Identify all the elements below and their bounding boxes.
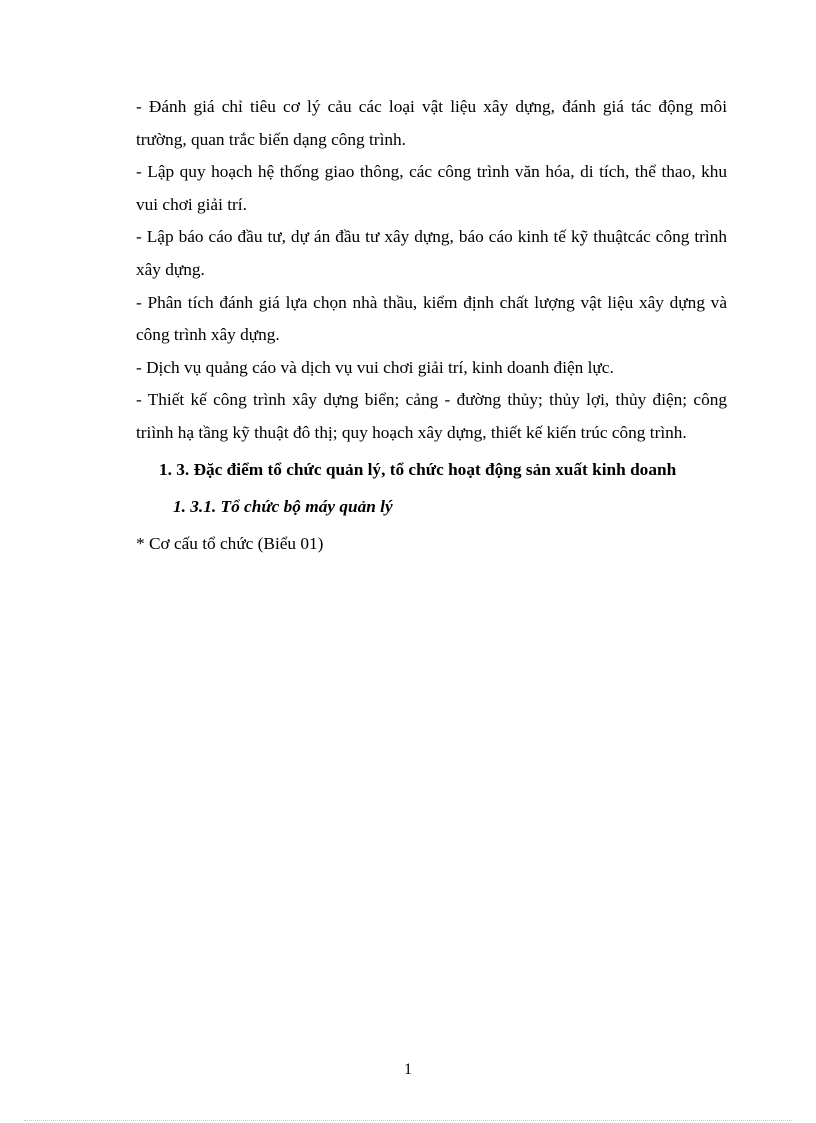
paragraph-contractor-analysis: - Phân tích đánh giá lựa chọn nhà thầu, kiểm định chất lượng vật liệu xây dựng và công trình xây dựng. xyxy=(136,292,727,345)
paragraph-design: - Thiết kế công trình xây dựng biển; cảng - đường thủy; thủy lợi, thủy điện; công triình hạ tầng kỹ thuật đô thị; quy hoạch xây dựng, thiết kế kiến trúc công trình. xyxy=(136,390,727,442)
page-body xyxy=(136,91,727,560)
paragraph-material-evaluation: - Đánh giá chỉ tiêu cơ lý cảu các loại vật liệu xây dựng, đánh giá tác động môi trường, quan trắc biến dạng công trình. xyxy=(136,97,727,149)
paragraph-planning: - Lập quy hoạch hệ thống giao thông, các công trình văn hóa, di tích, thể thao, khu vui chơi giải trí. xyxy=(136,162,727,214)
page-number: 1 xyxy=(404,1061,412,1078)
page-bottom-divider xyxy=(24,1120,792,1121)
structure-note: * Cơ cấu tổ chức (Biểu 01) xyxy=(136,533,324,553)
paragraph-investment-report: - Lập báo cáo đầu tư, dự án đầu tư xây dựng, báo cáo kinh tế kỹ thuậtcác công trình xây dựng. xyxy=(136,227,727,279)
section-heading: 1. 3. Đặc điểm tổ chức quản lý, tổ chức hoạt động sản xuất kinh doanh xyxy=(159,459,677,479)
subsection-heading: 1. 3.1. Tổ chức bộ máy quản lý xyxy=(173,497,393,517)
paragraph-services: - Dịch vụ quảng cáo và dịch vụ vui chơi giải trí, kinh doanh điện lực. xyxy=(136,357,614,377)
